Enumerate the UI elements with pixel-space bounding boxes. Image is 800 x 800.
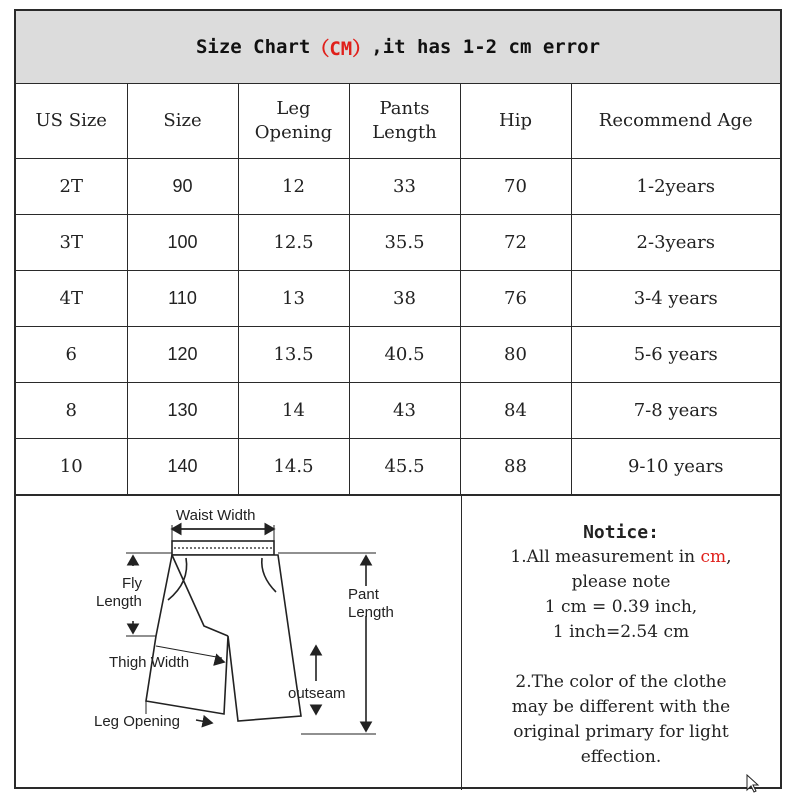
cell-size: 130 xyxy=(127,383,238,439)
notice-line-1-suffix: , xyxy=(726,547,732,567)
cell-size: 110 xyxy=(127,271,238,327)
header-pants-length xyxy=(349,83,460,159)
header-hip xyxy=(460,83,571,159)
cell-leg-opening: 13.5 xyxy=(238,327,349,383)
notice-line-3: 1 cm = 0.39 inch, xyxy=(544,597,698,617)
title-prefix: Size Chart xyxy=(195,36,311,58)
header-size-text: Size xyxy=(163,109,202,131)
label-thigh-width: Thigh Width xyxy=(109,654,190,671)
cell-pants-length: 35.5 xyxy=(349,215,460,271)
label-waist-width: Waist Width xyxy=(176,507,256,524)
cell-hip: 88 xyxy=(460,439,571,495)
cell-pants-length: 38 xyxy=(349,271,460,327)
cell-leg-opening: 14.5 xyxy=(238,439,349,495)
cell-us-size: 8 xyxy=(16,383,127,439)
notice-line-7: original primary for light xyxy=(513,722,729,742)
cell-hip: 70 xyxy=(460,159,571,215)
cell-pants-length: 45.5 xyxy=(349,439,460,495)
table-row xyxy=(16,383,780,439)
pants-diagram-svg xyxy=(16,496,461,790)
header-recommend-age xyxy=(571,83,780,159)
cell-pants-length: 40.5 xyxy=(349,327,460,383)
table-row xyxy=(16,439,780,495)
notice-spacer xyxy=(462,645,780,670)
table-row xyxy=(16,271,780,327)
header-leg-opening-line2: Opening xyxy=(254,121,333,143)
chart-title xyxy=(16,11,780,84)
pants-outline-shape xyxy=(146,555,301,721)
header-size xyxy=(127,83,238,159)
header-us-size-text: US Size xyxy=(35,109,107,131)
cell-hip: 84 xyxy=(460,383,571,439)
bottom-section xyxy=(16,495,780,790)
cell-recommend-age: 3-4 years xyxy=(571,271,780,327)
notice-line-1-prefix: 1.All measurement in xyxy=(510,547,701,567)
notice-line-6: may be different with the xyxy=(511,697,731,717)
notice-line-1 xyxy=(462,545,780,570)
size-chart-sheet xyxy=(14,9,782,789)
mouse-cursor-icon xyxy=(746,774,760,794)
cell-leg-opening: 13 xyxy=(238,271,349,327)
cell-us-size: 4T xyxy=(16,271,127,327)
header-hip-text: Hip xyxy=(499,109,532,131)
table-row xyxy=(16,159,780,215)
cell-size: 100 xyxy=(127,215,238,271)
label-outseam: outseam xyxy=(288,685,346,702)
table-row xyxy=(16,327,780,383)
notice-line-4: 1 inch=2.54 cm xyxy=(552,622,690,642)
cell-size: 140 xyxy=(127,439,238,495)
label-leg-opening: Leg Opening xyxy=(94,713,180,730)
pants-measurement-diagram xyxy=(16,496,462,790)
cell-pants-length: 33 xyxy=(349,159,460,215)
header-pants-length-line1: Pants xyxy=(379,97,430,119)
notice-panel xyxy=(462,496,780,790)
header-leg-opening-line1: Leg xyxy=(276,97,311,119)
size-table xyxy=(16,83,780,495)
cell-leg-opening: 12.5 xyxy=(238,215,349,271)
cell-us-size: 6 xyxy=(16,327,127,383)
notice-heading: Notice: xyxy=(583,522,659,543)
header-us-size xyxy=(16,83,127,159)
cell-hip: 72 xyxy=(460,215,571,271)
notice-line-8: effection. xyxy=(580,747,662,767)
cell-leg-opening: 12 xyxy=(238,159,349,215)
label-fly-line1: Fly xyxy=(122,575,142,592)
notice-line-5: 2.The color of the clothe xyxy=(515,672,727,692)
header-leg-opening xyxy=(238,83,349,159)
cell-pants-length: 43 xyxy=(349,383,460,439)
title-suffix: ,it has 1-2 cm error xyxy=(371,36,601,58)
cell-recommend-age: 7-8 years xyxy=(571,383,780,439)
cell-leg-opening: 14 xyxy=(238,383,349,439)
header-pants-length-line2: Length xyxy=(372,121,437,143)
cell-us-size: 3T xyxy=(16,215,127,271)
label-fly-line2: Length xyxy=(96,593,142,610)
header-recommend-age-text: Recommend Age xyxy=(598,109,753,131)
label-pant-line2: Length xyxy=(348,604,394,621)
cell-us-size: 10 xyxy=(16,439,127,495)
cell-us-size: 2T xyxy=(16,159,127,215)
label-pant-line1: Pant xyxy=(348,586,379,603)
notice-line-2: please note xyxy=(571,572,671,592)
cell-recommend-age: 9-10 years xyxy=(571,439,780,495)
cell-hip: 76 xyxy=(460,271,571,327)
cell-size: 90 xyxy=(127,159,238,215)
cell-recommend-age: 2-3years xyxy=(571,215,780,271)
cell-recommend-age: 5-6 years xyxy=(571,327,780,383)
cell-recommend-age: 1-2years xyxy=(571,159,780,215)
notice-unit-cm: cm xyxy=(700,547,727,567)
table-header-row xyxy=(16,83,780,159)
table-row xyxy=(16,215,780,271)
cell-hip: 80 xyxy=(460,327,571,383)
title-unit: （CM） xyxy=(310,37,372,60)
cell-size: 120 xyxy=(127,327,238,383)
